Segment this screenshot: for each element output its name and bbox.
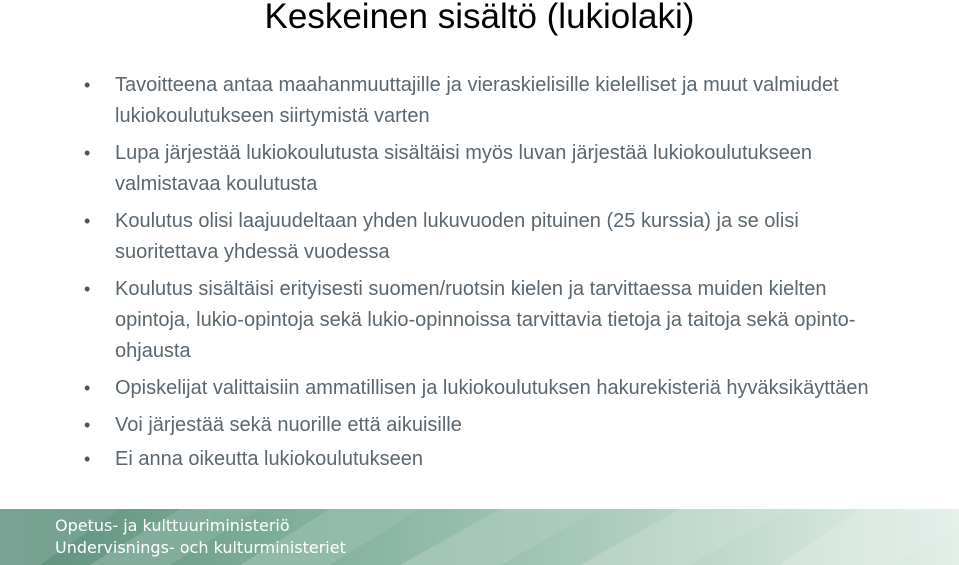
bullet-icon: • [84,415,91,435]
bullet-icon: • [84,279,91,299]
bullet-item [78,138,898,200]
footer-band [0,509,959,565]
bullet-item [78,444,898,475]
bullet-icon: • [84,449,91,469]
bullet-text: Tavoitteena antaa maahanmuuttajille ja vieraskielisille kielelliset ja muut valmiudet lukiokoulutukseen siirtymistä varten [115,74,839,127]
bullet-text: Opiskelijat valittaisiin ammatillisen ja lukiokoulutuksen hakurekisteriä hyväksikäyttäen [115,377,869,399]
ministry-name-swedish: Undervisnings- och kulturministeriet [55,538,346,557]
bullet-item [78,274,898,367]
bullet-icon: • [84,378,91,398]
bullet-list [78,70,898,478]
ministry-name-finnish: Opetus- ja kulttuuriministeriö [55,516,290,535]
bullet-text: Lupa järjestää lukiokoulutusta sisältäisi myös luvan järjestää lukiokoulutukseen valmistavaa koulutusta [115,142,813,195]
bullet-item [78,373,898,404]
bullet-item [78,70,898,132]
bullet-text: Koulutus olisi laajuudeltaan yhden lukuvuoden pituinen (25 kurssia) ja se olisi suoritettava yhdessä vuodessa [115,210,799,263]
bullet-item [78,410,898,441]
bullet-text: Ei anna oikeutta lukiokoulutukseen [115,448,423,470]
bullet-item [78,206,898,268]
bullet-text: Voi järjestää sekä nuorille että aikuisille [115,414,462,436]
bullet-icon: • [84,75,91,95]
bullet-icon: • [84,143,91,163]
slide-title: Keskeinen sisältö (lukiolaki) [264,0,695,36]
bullet-icon: • [84,211,91,231]
bullet-text: Koulutus sisältäisi erityisesti suomen/ruotsin kielen ja tarvittaessa muiden kielten opintoja, lukio-opintoja sekä lukio-opinnoissa tarvittavia tietoja ja taitoja sekä opinto-ohjausta [115,278,856,362]
